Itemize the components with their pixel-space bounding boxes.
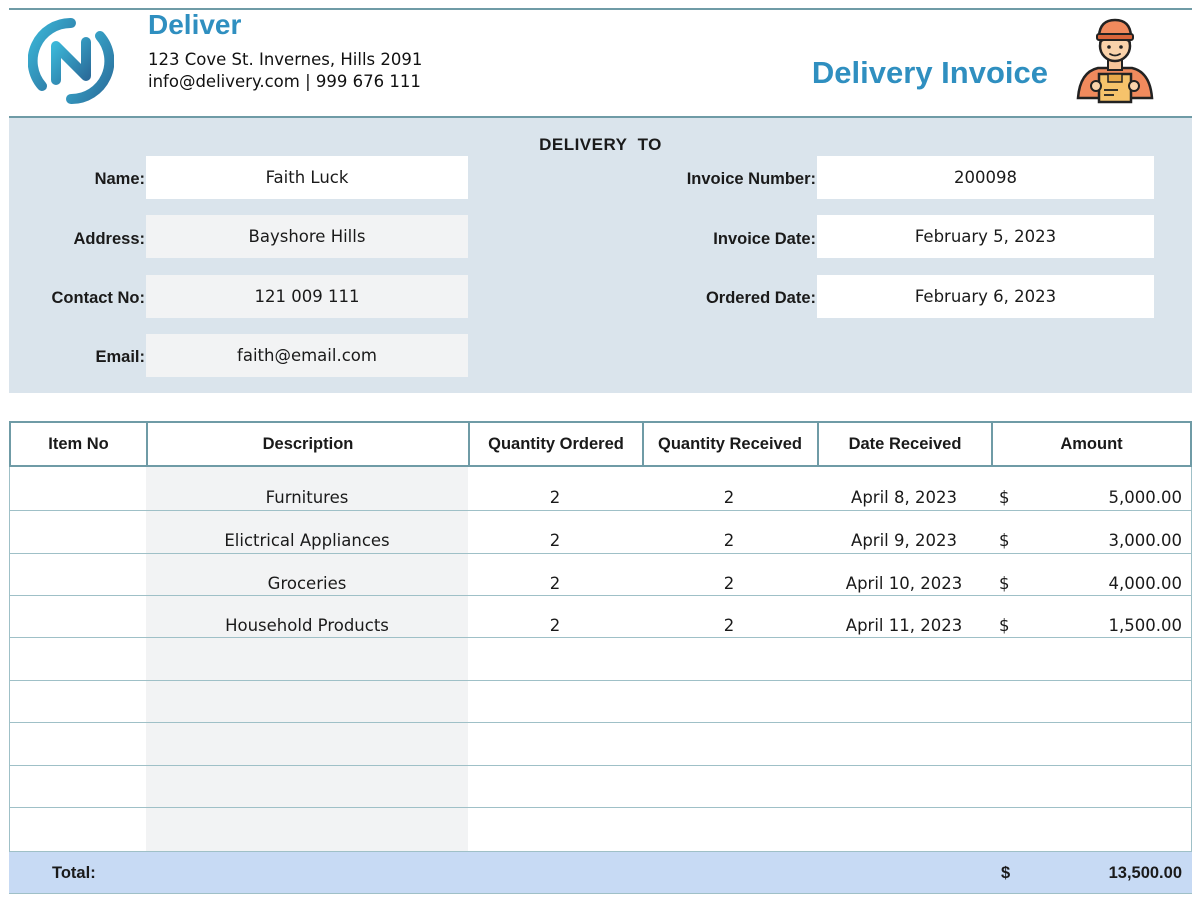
- name-label: Name:: [94, 170, 145, 188]
- email-value: faith@email.com: [146, 334, 468, 377]
- row-currency: $: [999, 531, 1010, 550]
- total-row: [9, 851, 1192, 894]
- row-divider: [9, 553, 1192, 554]
- email-label: Email:: [95, 348, 145, 366]
- contact-value: 121 009 111: [146, 275, 468, 318]
- row-divider: [9, 765, 1192, 766]
- address-value: Bayshore Hills: [146, 215, 468, 258]
- row-quantity-received: 2: [723, 616, 735, 635]
- header-item-no: Item No: [48, 434, 109, 453]
- header-description: Description: [262, 434, 354, 453]
- row-quantity-ordered: 2: [549, 574, 561, 593]
- header-quantity-received: Quantity Received: [658, 434, 802, 453]
- n-swirl-logo-icon: [28, 18, 114, 104]
- invoice-date-value: February 5, 2023: [817, 215, 1154, 258]
- total-currency: $: [1001, 864, 1011, 882]
- header-amount: Amount: [1060, 434, 1123, 453]
- total-amount: 13,500.00: [1108, 864, 1182, 882]
- row-quantity-received: 2: [723, 574, 735, 593]
- row-currency: $: [999, 488, 1010, 507]
- row-description: Household Products: [225, 616, 389, 635]
- row-quantity-ordered: 2: [549, 531, 561, 550]
- description-column-shade: [146, 467, 468, 851]
- section-title: DELIVERY TO: [539, 135, 662, 154]
- row-date-received: April 11, 2023: [845, 616, 963, 635]
- row-quantity-received: 2: [723, 531, 735, 550]
- header-date-received: Date Received: [848, 434, 962, 453]
- row-description: Elictrical Appliances: [224, 531, 390, 550]
- company-contact: info@delivery.com | 999 676 111: [148, 72, 421, 91]
- row-quantity-ordered: 2: [549, 616, 561, 635]
- company-address: 123 Cove St. Invernes, Hills 2091: [148, 50, 423, 69]
- document-title: Delivery Invoice: [811, 55, 1048, 90]
- table-right-border: [1191, 467, 1192, 851]
- row-amount: 4,000.00: [1108, 574, 1182, 593]
- row-currency: $: [999, 616, 1010, 635]
- row-amount: 5,000.00: [1108, 488, 1182, 507]
- contact-label: Contact No:: [51, 289, 145, 307]
- items-table: [9, 421, 1192, 894]
- ordered-date-label: Ordered Date:: [705, 289, 816, 307]
- table-header: [9, 421, 1192, 467]
- total-label: Total:: [52, 864, 96, 882]
- delivery-person-icon: [1068, 14, 1162, 108]
- row-divider: [9, 807, 1192, 808]
- invoice-date-label: Invoice Date:: [713, 230, 816, 248]
- row-date-received: April 10, 2023: [845, 574, 963, 593]
- delivery-to-section: [9, 116, 1192, 393]
- row-date-received: April 8, 2023: [851, 488, 957, 507]
- address-label: Address:: [73, 230, 145, 248]
- header-quantity-ordered: Quantity Ordered: [488, 434, 624, 453]
- table-left-border: [9, 467, 10, 851]
- name-value: Faith Luck: [146, 156, 468, 199]
- row-divider: [9, 637, 1192, 638]
- row-divider: [9, 722, 1192, 723]
- row-divider: [9, 595, 1192, 596]
- invoice-number-value: 200098: [817, 156, 1154, 199]
- row-quantity-received: 2: [723, 488, 735, 507]
- row-divider: [9, 510, 1192, 511]
- invoice-number-label: Invoice Number:: [686, 170, 816, 188]
- row-currency: $: [999, 574, 1010, 593]
- row-amount: 3,000.00: [1108, 531, 1182, 550]
- ordered-date-value: February 6, 2023: [817, 275, 1154, 318]
- row-quantity-ordered: 2: [549, 488, 561, 507]
- row-date-received: April 9, 2023: [851, 531, 957, 550]
- row-amount: 1,500.00: [1108, 616, 1182, 635]
- row-description: Groceries: [267, 574, 347, 593]
- row-divider: [9, 680, 1192, 681]
- company-name: Deliver: [148, 9, 242, 40]
- row-description: Furnitures: [265, 488, 349, 507]
